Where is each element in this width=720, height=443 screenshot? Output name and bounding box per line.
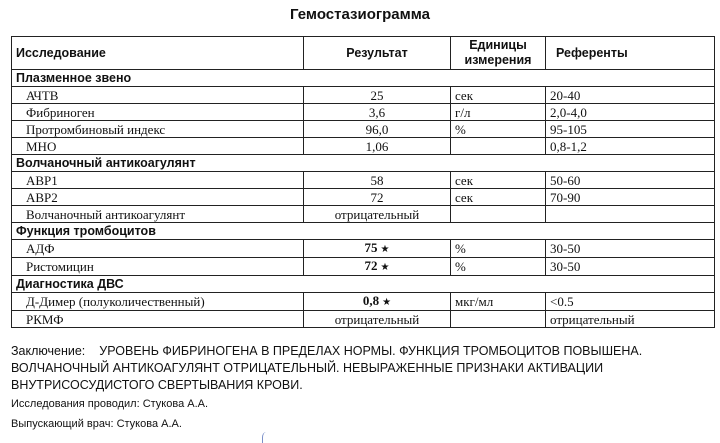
- table-row: [12, 189, 715, 206]
- table-row: [12, 87, 715, 104]
- test-result: [304, 206, 451, 223]
- section-row: [12, 276, 715, 293]
- test-unit: сек: [451, 87, 546, 104]
- section-row: [12, 155, 715, 172]
- test-unit: сек: [451, 172, 546, 189]
- result-value: 96,0: [365, 121, 389, 137]
- test-unit: [451, 311, 546, 328]
- test-result: [304, 311, 451, 328]
- test-name: Ристомицин: [12, 258, 304, 276]
- header-units: [451, 37, 546, 70]
- signature-mark: [262, 432, 270, 443]
- test-result: [304, 138, 451, 155]
- test-reference: 0,8-1,2: [546, 138, 715, 155]
- section-row: [12, 70, 715, 87]
- test-result: [304, 121, 451, 138]
- table-body: [12, 70, 715, 328]
- conclusion-label: Заключение:: [11, 344, 86, 358]
- test-unit: г/л: [451, 104, 546, 121]
- performed-by: Исследования проводил: Стукова А.А.: [11, 398, 209, 410]
- result-value: 72: [364, 258, 378, 273]
- test-reference: 70-90: [546, 189, 715, 206]
- conclusion: [11, 343, 711, 394]
- test-unit: сек: [451, 189, 546, 206]
- test-unit: %: [451, 258, 546, 276]
- test-result: [304, 258, 451, 276]
- abnormal-star-icon: ★: [382, 297, 392, 308]
- result-value: 25: [370, 87, 384, 103]
- abnormal-star-icon: ★: [380, 244, 390, 255]
- result-value: 3,6: [368, 104, 386, 120]
- test-unit: мкг/мл: [451, 293, 546, 311]
- table-row: [12, 311, 715, 328]
- test-reference: <0.5: [546, 293, 715, 311]
- result-value: 75: [364, 240, 378, 255]
- test-reference: 50-60: [546, 172, 715, 189]
- document-title: Гемостазиограмма: [290, 6, 430, 23]
- test-result: [304, 87, 451, 104]
- test-name: Протромбиновый индекс: [12, 121, 304, 138]
- test-name: Фибриноген: [12, 104, 304, 121]
- test-result: [304, 240, 451, 258]
- test-reference: 30-50: [546, 240, 715, 258]
- result-value: 0,8: [362, 293, 380, 308]
- test-name: Д-Димер (полуколичественный): [12, 293, 304, 311]
- test-reference: 95-105: [546, 121, 715, 138]
- header-units-line2: измерения: [464, 53, 532, 67]
- test-reference: отрицательный: [546, 311, 715, 328]
- section-title: Плазменное звено: [12, 70, 715, 87]
- test-result: [304, 104, 451, 121]
- test-result: [304, 189, 451, 206]
- conclusion-line3: ВНУТРИСОСУДИСТОГО СВЕРТЫВАНИЯ КРОВИ.: [11, 378, 303, 392]
- test-name: Волчаночный антикоагулянт: [12, 206, 304, 223]
- test-unit: %: [451, 240, 546, 258]
- header-units-line1: Единицы: [469, 38, 527, 52]
- results-table: [11, 36, 715, 328]
- abnormal-star-icon: ★: [380, 262, 390, 273]
- conclusion-line1: УРОВЕНЬ ФИБРИНОГЕНА В ПРЕДЕЛАХ НОРМЫ. ФУНКЦИЯ ТРОМБОЦИТОВ ПОВЫШЕНА.: [99, 344, 643, 358]
- table-row: [12, 104, 715, 121]
- test-reference: 20-40: [546, 87, 715, 104]
- result-value: отрицательный: [334, 206, 420, 222]
- header-study: Исследование: [12, 37, 304, 70]
- result-value: 1,06: [365, 138, 389, 154]
- test-reference: 30-50: [546, 258, 715, 276]
- header-refs: Референты: [546, 37, 715, 70]
- section-row: [12, 223, 715, 240]
- table-row: [12, 240, 715, 258]
- table-row: [12, 258, 715, 276]
- result-value: 58: [370, 172, 384, 188]
- test-name: АЧТВ: [12, 87, 304, 104]
- test-unit: %: [451, 121, 546, 138]
- test-unit: [451, 138, 546, 155]
- table-row: [12, 172, 715, 189]
- issuing-doctor: Выпускающий врач: Стукова А.А.: [11, 418, 182, 430]
- test-name: АВР1: [12, 172, 304, 189]
- result-value: отрицательный: [334, 311, 420, 327]
- section-title: Диагностика ДВС: [12, 276, 715, 293]
- table-row: [12, 138, 715, 155]
- test-reference: 2,0-4,0: [546, 104, 715, 121]
- result-value: 72: [370, 189, 384, 205]
- section-title: Волчаночный антикоагулянт: [12, 155, 715, 172]
- header-result: Результат: [304, 37, 451, 70]
- test-name: РКМФ: [12, 311, 304, 328]
- table-row: [12, 206, 715, 223]
- test-result: [304, 172, 451, 189]
- test-name: АДФ: [12, 240, 304, 258]
- table-header-row: [12, 37, 715, 70]
- table-row: [12, 121, 715, 138]
- test-result: [304, 293, 451, 311]
- test-name: МНО: [12, 138, 304, 155]
- table-row: [12, 293, 715, 311]
- test-name: АВР2: [12, 189, 304, 206]
- section-title: Функция тромбоцитов: [12, 223, 715, 240]
- conclusion-line2: ВОЛЧАНОЧНЫЙ АНТИКОАГУЛЯНТ ОТРИЦАТЕЛЬНЫЙ. НЕВЫРАЖЕННЫЕ ПРИЗНАКИ АКТИВАЦИИ: [11, 361, 604, 375]
- test-unit: [451, 206, 546, 223]
- test-reference: [546, 206, 715, 223]
